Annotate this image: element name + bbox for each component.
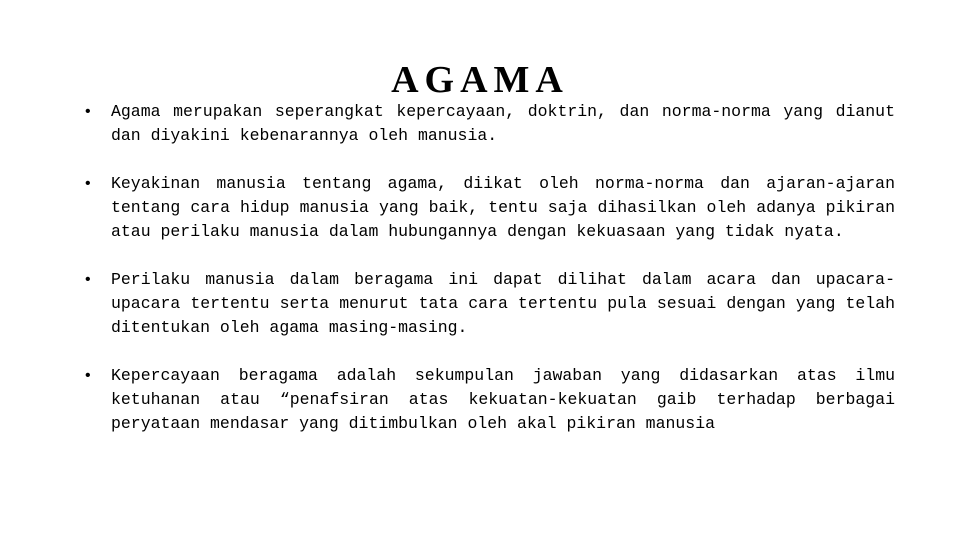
bullet-dot-icon: •	[85, 271, 91, 288]
bullet-list	[85, 100, 895, 460]
bullet-item	[85, 364, 895, 436]
bullet-item	[85, 268, 895, 340]
bullet-dot-icon: •	[85, 175, 91, 192]
bullet-text: Agama merupakan seperangkat kepercayaan, doktrin, dan norma-norma yang dianut dan diyakini kebenarannya oleh manusia.	[111, 102, 895, 145]
bullet-dot-icon: •	[85, 103, 91, 120]
slide-title: AGAMA	[391, 59, 569, 102]
bullet-text: Perilaku manusia dalam beragama ini dapat dilihat dalam acara dan upacara-upacara tertentu serta menurut tata cara tertentu pula sesuai dengan yang telah ditentukan oleh agama masing-masing.	[111, 270, 895, 337]
bullet-item	[85, 100, 895, 148]
bullet-dot-icon: •	[85, 367, 91, 384]
bullet-text: Keyakinan manusia tentang agama, diikat oleh norma-norma dan ajaran-ajaran tentang cara hidup manusia yang baik, tentu saja dihasilkan oleh adanya pikiran atau perilaku manusia dalam hubungannya dengan kekuasaan yang tidak nyata.	[111, 174, 895, 241]
bullet-text: Kepercayaan beragama adalah sekumpulan jawaban yang didasarkan atas ilmu ketuhanan atau “penafsiran atas kekuatan-kekuatan gaib terhadap berbagai peryataan mendasar yang ditimbulkan oleh akal pikiran manusia	[111, 366, 895, 433]
bullet-item	[85, 172, 895, 244]
